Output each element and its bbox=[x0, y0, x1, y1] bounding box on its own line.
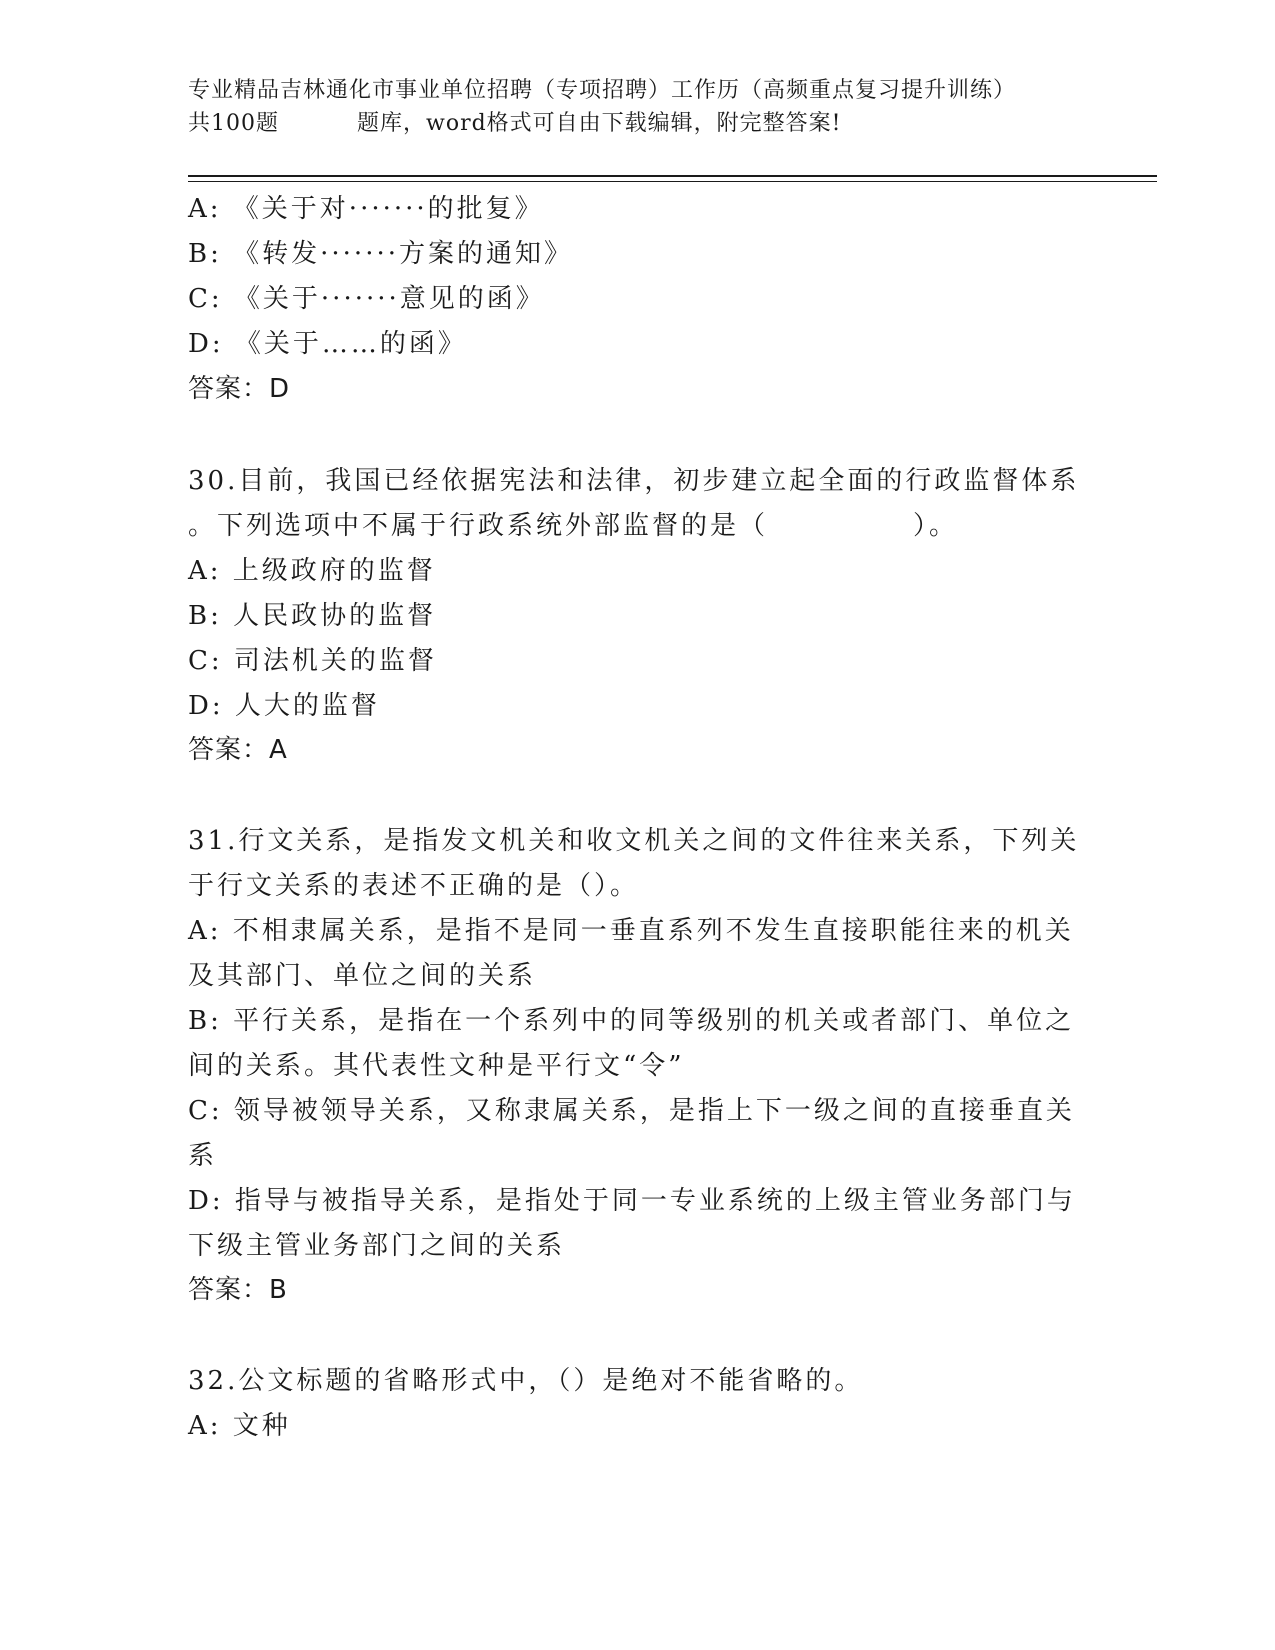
q31-option-c-line2: 系 bbox=[188, 1141, 218, 1171]
q31-option-b-line1: B: 平行关系，是指在一个系列中的同等级别的机关或者部门、单位之 bbox=[188, 1006, 1075, 1036]
q29-option-b: B: 《转发·······方案的通知》 bbox=[188, 239, 573, 269]
q32-stem-line1: 32.公文标题的省略形式中，（）是绝对不能省略的。 bbox=[188, 1366, 864, 1396]
q31-option-d-line2: 下级主管业务部门之间的关系 bbox=[188, 1231, 566, 1261]
q32-option-a: A: 文种 bbox=[188, 1411, 291, 1441]
q31-stem-line2: 于行文关系的表述不正确的是（）。 bbox=[188, 871, 640, 901]
header-divider-thick bbox=[188, 175, 1157, 177]
q31-option-d-line1: D: 指导与被指导关系，是指处于同一专业系统的上级主管业务部门与 bbox=[188, 1186, 1076, 1216]
q30-option-b: B: 人民政协的监督 bbox=[188, 601, 437, 631]
q31-option-a-line1: A: 不相隶属关系，是指不是同一垂直系列不发生直接职能往来的机关 bbox=[188, 916, 1074, 946]
q30-option-a: A: 上级政府的监督 bbox=[188, 556, 436, 586]
q30-answer: 答案：A bbox=[188, 735, 288, 765]
document-header bbox=[188, 74, 1088, 140]
q29-option-a: A: 《关于对·······的批复》 bbox=[188, 194, 544, 224]
q31-option-b-line2: 间的关系。其代表性文种是平行文“令” bbox=[188, 1051, 685, 1081]
q30-option-c: C: 司法机关的监督 bbox=[188, 646, 437, 676]
q31-option-a-line2: 及其部门、单位之间的关系 bbox=[188, 961, 537, 991]
header-title-line: 专业精品吉林通化市事业单位招聘（专项招聘）工作历（高频重点复习提升训练） bbox=[188, 78, 1017, 103]
q31-option-c-line1: C: 领导被领导关系，又称隶属关系，是指上下一级之间的直接垂直关 bbox=[188, 1096, 1075, 1126]
header-question-count: 共100题 bbox=[188, 111, 279, 136]
q29-option-c: C: 《关于·······意见的函》 bbox=[188, 284, 545, 314]
q29-option-d: D: 《关于……的函》 bbox=[188, 329, 467, 359]
header-description: 题库，word格式可自由下载编辑，附完整答案! bbox=[357, 111, 842, 136]
q30-option-d: D: 人大的监督 bbox=[188, 691, 380, 721]
header-divider-thin bbox=[188, 181, 1157, 182]
q30-stem-line2: 。下列选项中不属于行政系统外部监督的是（ ）。 bbox=[188, 511, 959, 541]
q30-stem-line1: 30.目前，我国已经依据宪法和法律，初步建立起全面的行政监督体系 bbox=[188, 466, 1080, 496]
header-subtitle-line bbox=[188, 107, 1088, 140]
q29-answer: 答案：D bbox=[188, 374, 291, 404]
q31-stem-line1: 31.行文关系，是指发文机关和收文机关之间的文件往来关系，下列关 bbox=[188, 826, 1080, 856]
q31-answer: 答案：B bbox=[188, 1275, 288, 1305]
